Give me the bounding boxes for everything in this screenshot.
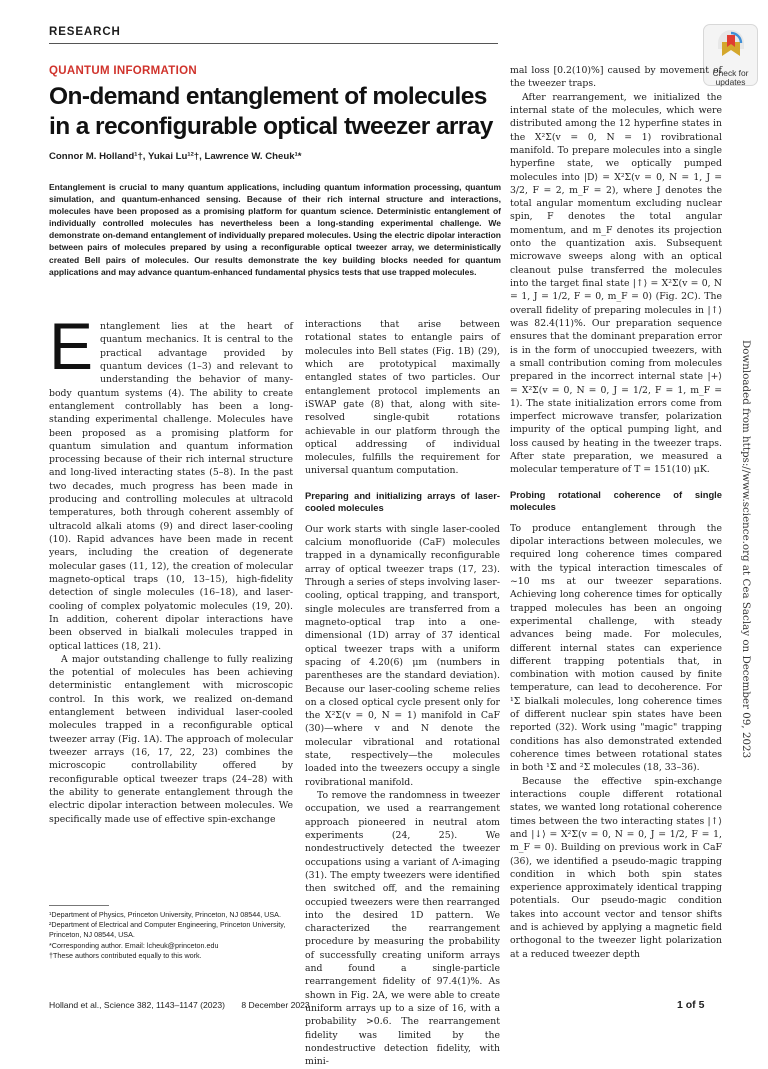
download-sidebar: [740, 340, 754, 760]
paragraph: To remove the randomness in tweezer occupation, we used a rearrangement approach pioneered in neutral atom experiments (24, 25). We nondestructively detected the tweezer occupations using a variant of Λ-imaging (31). The empty tweezers were identified then switched off, and the remaining occupied tweezers were then rearranged into the desired 1D pattern. We characterized the rearrangement procedure by measuring the probability of successfully creating uniform arrays and found a single-particle rearrangement fidelity of 97.4(1)%. As shown in Fig. 2A, we were able to create uniform arrays up to a size of 16, with a probability >0.6. The rearrangement fidelity was limited by the nondestructive detection fidelity, with mini-: [305, 790, 500, 1068]
crossmark-icon: [716, 29, 746, 63]
paragraph: A major outstanding challenge to fully realizing the potential of molecules has been achieving deterministic entanglement with microscopic control. In this work, we realized on-demand entanglement between individual laser-cooled molecules trapped in a reconfigurable optical tweezer array (Fig. 1A). The approach of molecular tweezer arrays (16, 17, 22, 23) combines the microscopic controllability offered by reconfigurable optical tweezer traps (24–28) with the ability to generate entanglement through the electric dipolar interaction between molecules. We specifically made use of effective spin-exchange: [49, 653, 293, 825]
section-heading: Preparing and initializing arrays of laser-cooled molecules: [305, 489, 500, 514]
kicker: QUANTUM INFORMATION: [49, 65, 197, 77]
paragraph: After rearrangement, we initialized the internal state of the molecules, which were distributed among the 12 hyperfine states in the X²Σ(v = 0, N = 1) rovibrational manifold. To prepare molecules into a single hyperfine state, we optically pumped molecules into |D⟩ = X²Σ(v = 0, N = 1, J = 3/2, F = 2, m_F = 2), where J denotes the total angular momentum excluding nuclear spin, F denotes the total angular momentum, and m_F denotes its projection onto the quantization axis. Subsequent microwave sweeps along with an optical cleanout pulse transferred the molecules into the target final state |↑⟩ = X²Σ(v = 0, N = 1, J = 1/2, F = 0, m_F = 0) (Fig. 2C). The overall fidelity of preparing molecules in |↑⟩ was 82.4(11)%. Our preparation sequence ensures that the dominant preparation error is in the form of unoccupied tweezers, with a small contribution coming from molecules prepared in the incorrect internal state |+⟩ = X²Σ(v = 0, N = 0, J = 1/2, F = 1, m_F = 1). The state initialization errors come from imperfect microwave transfer, polarization impurity of the optical pumping light, and loss caused by heating in the tweezer traps. After state preparation, we measured a molecular temperature of T = 151(10) μK.: [510, 91, 722, 476]
footer-citation: [49, 1000, 310, 1010]
paragraph: ntanglement lies at the heart of quantum mechanics. It is central to the practical advantage provided by quantum devices (1–3) and relevant to understanding the behavior of many-body quantum systems (4). The ability to create entanglement controllably has been a long-standing experimental challenge. Molecules have been proposed as a promising platform for quantum simulation and quantum information processing because of their rich internal structure and long-lived interacting states (5–8). In the past two decades, much progress has been made in producing and controlling molecules at ultracold temperatures, both through coherent assembly of ultracold alkali atoms (9) and direct laser-cooling (10). Rapid advances have been made in recent years, including the creation of degenerate molecular gases (11, 12), the creation of molecular magneto-optical traps (10, 13–15), high-fidelity detection of single molecules (16–18), and laser-cooling of complex polyatomic molecules (19, 20). In addition, coherent dipolar interactions have been observed in bialkali molecules trapped in optical lattices (18, 21).: [49, 321, 293, 652]
paragraph: To produce entanglement through the dipolar interactions between molecules, we required long coherence times compared with the typical interaction timescales of ~10 ms at our tweezer separations. Achieving long coherence times for optically trapped molecules has been an ongoing experimental challenge, with steady advances being made. For molecules, different internal states can experience different trapping potentials that, in combination with motion caused by finite temperature, can lead to decoherence. For ¹Σ bialkali molecules, long coherence times of different nuclear spin states have been reported (32). Work using "magic" trapping conditions has also demonstrated extended coherence times between rotational states in both ¹Σ and ²Σ molecules (18, 33–36).: [510, 522, 722, 774]
affiliations: ¹Department of Physics, Princeton University, Princeton, NJ 08544, USA. ²Department of Electrical and Computer Engineering, Princeton University, Princeton, NJ 08544, USA.: [49, 910, 286, 940]
section-label: RESEARCH: [49, 26, 121, 38]
page-number: 1 of 5: [677, 999, 705, 1011]
body-column-2: [305, 318, 500, 1069]
paragraph: Our work starts with single laser-cooled calcium monofluoride (CaF) molecules trapped in a dynamically reconfigurable array of optical tweezer traps (17, 23). Through a series of steps involving laser-cooling, optical trapping, and transport, single molecules are transferred from a magneto-optical trap into a one-dimensional (1D) array of 37 identical optical tweezer traps with a uniform spacing of 4.20(6) μm (numbers in parentheses are the standard deviation). Because our laser-cooling scheme relies on a closed optical cycle present only for the X²Σ(v = 0, N = 1) manifold in CaF (30)—where v and N denote the molecular vibrational and rotational state, respectively—the molecules loaded into the tweezers occupy a single rovibrational manifold.: [305, 523, 500, 788]
footnote-rule: [49, 905, 109, 906]
header-rule: [49, 43, 498, 44]
publication-date: 8 December 2023: [241, 1000, 310, 1010]
paragraph: interactions that arise between rotational states to entangle pairs of molecules into Bell states (Fig. 1B) (29), which are prototypical maximally entangled states of two particles. Our entanglement protocol implements an iSWAP gate (8) that, along with site-resolved single-qubit rotations achievable in our platform through the optical addressing of individual molecules, fulfills the requirement for universal quantum computation.: [305, 319, 500, 477]
footnotes: [49, 910, 293, 961]
section-heading: Probing rotational coherence of single molecules: [510, 488, 722, 513]
paragraph: mal loss [0.2(10)%] caused by movement of the tweezer traps.: [510, 65, 722, 90]
paragraph: Because the effective spin-exchange interactions couple different rotational states, we wanted long rotational coherence times between the two interacting states |↑⟩ and |↓⟩ = X²Σ(v = 0, N = 0, J = 1/2, F = 1, m_F = 0). Building on previous work in CaF (36), we identified a pseudo-magic trapping condition in which both spin states experience approximately identical trapping potentials. Our pseudo-magic condition takes into account vector and tensor shifts and is achieved by applying a magnetic field orthogonal to the tweezer light polarization at a reduced tweezer depth: [510, 775, 722, 960]
badge-line2: updates: [715, 77, 746, 87]
equal-contribution-note: †These authors contributed equally to this work.: [49, 950, 202, 960]
abstract: Entanglement is crucial to many quantum applications, including quantum information processing, quantum simulation, and quantum-enhanced sensing. Because of their rich internal structure and interactions, molecules have been proposed as a promising platform for quantum science. Deterministic entanglement of individually controlled molecules has nevertheless been a long-standing experimental challenge. We demonstrate on-demand entanglement of individually prepared molecules. Using the electric dipolar interaction between pairs of molecules prepared by using a reconfigurable optical tweezer array, we deterministically created Bell pairs of molecules. Our results demonstrate the key building blocks needed for quantum applications and may advance quantum-enhanced fundamental physics tests that use trapped molecules.: [49, 182, 501, 277]
drop-cap: E: [49, 309, 94, 383]
badge-line1: Check for: [712, 68, 749, 78]
corresponding-author: *Corresponding author. Email: lcheuk@princeton.edu: [49, 940, 219, 950]
author-list: Connor M. Holland¹†, Yukai Lu¹²†, Lawrence W. Cheuk¹*: [49, 151, 302, 162]
citation: Holland et al., Science 382, 1143–1147 (2023): [49, 1000, 225, 1010]
article-title: On-demand entanglement of molecules in a reconfigurable optical tweezer array: [49, 83, 493, 140]
body-column-3: [510, 64, 722, 961]
body-column-1: [49, 309, 293, 826]
download-notice: Downloaded from https://www.science.org at Cea Saclay on December 09, 2023: [740, 340, 752, 759]
